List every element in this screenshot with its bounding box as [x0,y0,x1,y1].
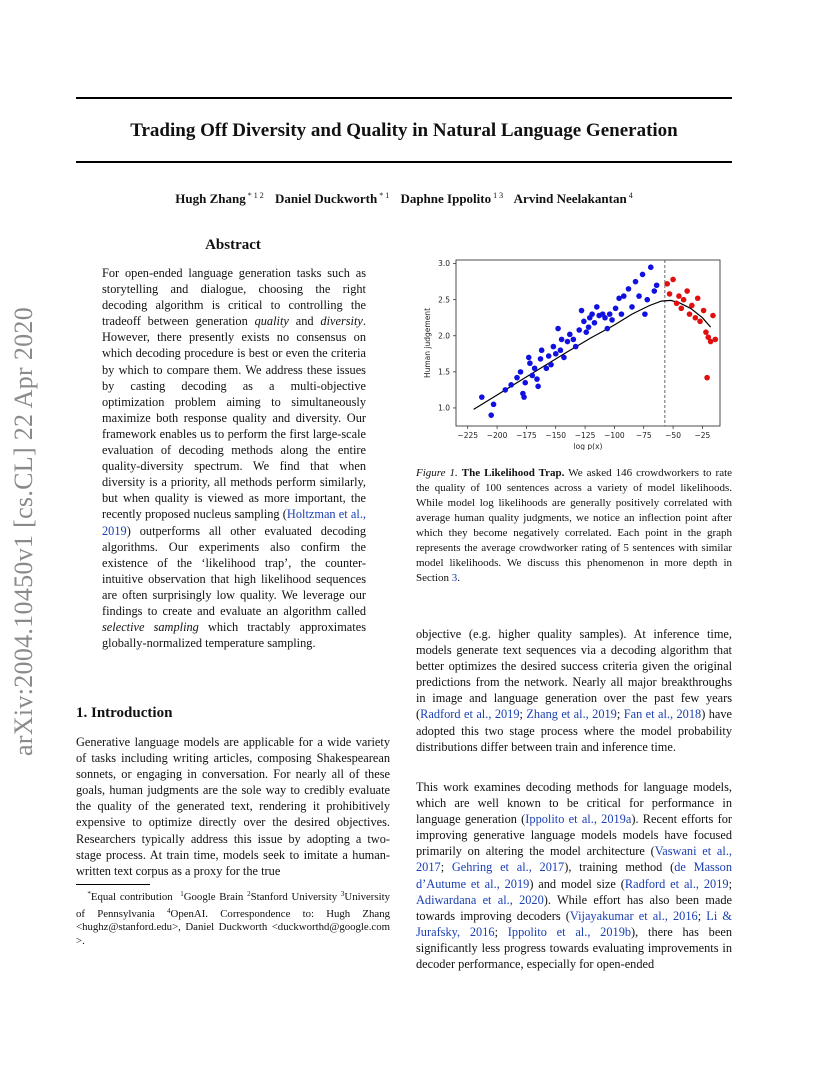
x-tick-label: −175 [516,431,537,440]
blue-data-point [491,402,497,408]
blue-data-point [521,394,527,400]
caption-text: We asked 146 crowdworkers to rate the quality of 100 sentences across a variety of model likelihoods. While model log likelihoods are generally positively correlated with average human quality judgments, we notice an inflection point after which they become negatively correlated. Each point in the graph represents the average crowdworker rating of 5 sentences with similar model likelihoods. We discuss this phenomenon in more depth in Section [416,467,733,584]
blue-data-point [558,347,564,353]
red-data-point [713,337,719,343]
x-tick-label: −75 [635,431,652,440]
citation-link[interactable]: Fan et al., 2018 [623,707,702,722]
citation-link[interactable]: Adiwardana et al., 2020 [416,892,544,907]
x-axis-label: log p(x) [573,442,603,450]
footnote-segment: Equal contribution [90,891,177,903]
blue-data-point [567,332,573,338]
blue-data-point [607,311,613,317]
blue-data-point [522,380,528,386]
right-column-paragraph [416,779,732,972]
blue-data-point [621,293,627,299]
paragraph-segment: objective (e.g. higher quality samples). At inference time, models generate text sequences via a decoding algorithm that better optimizes the desired success criteria given the original predictions from the network. Nearly all major breakthroughs in image and language generation over the past few years ( [416,627,732,722]
abstract-segment: which tractably approximates globally-normalized temperature sampling. [102,620,366,651]
paper-title: Trading Off Diversity and Quality in Natural Language Generation [130,120,678,141]
blue-data-point [651,288,657,294]
abstract-segment: ) outperforms all other evaluated decoding algorithms. Our experiments also confirm the existence of the ‘likelihood trap’, the counter-intuitive observation that high likelihood sequences are often surprisingly low quality. We leverage our findings to create and evaluate an algorithm called [102,523,366,618]
x-tick-label: −125 [574,431,596,440]
blue-data-point [534,376,540,382]
abstract-emphasis: selective sampling [102,620,199,635]
paragraph-segment: This work examines decoding methods for language models, which are well known to be critical for performance in language generation ( [416,780,732,827]
paragraph-segment: ) and model size ( [529,876,625,891]
red-data-point [693,315,699,321]
red-data-point [703,329,709,335]
blue-data-point [535,384,541,390]
paragraph-segment: ; [616,707,624,722]
blue-data-point [502,387,508,393]
right-column-paragraph [416,626,732,755]
section-link[interactable]: 3 [451,572,458,584]
footnote-mark: 4 [167,906,171,915]
blue-data-point [592,320,598,326]
x-tick-label: −150 [545,431,567,440]
introduction-text: Generative language models are applicable for a wide variety of tasks including writing articles, composing Shakespearean sonnets, or engaging in conversation. For nearly all of these goals, human judgments are the sole way to credibly evaluate the quality of the generated text, rendering it prohibitively expensive to optimize directly over the desired objectives. Researchers typically address this issue by adopting a two-stage process. At train time, models seek to imitate a human-written text corpus as a proxy for the true [76,735,390,878]
blue-data-point [613,306,619,312]
footnote [76,888,390,948]
section-heading-introduction: 1. Introduction [76,705,173,721]
blue-data-point [605,326,611,332]
blue-data-point [514,375,520,381]
red-data-point [674,301,680,307]
blue-data-point [583,329,589,335]
x-tick-label: −50 [665,431,681,440]
blue-data-point [508,382,514,388]
blue-data-point [548,362,554,368]
likelihood-trap-chart [412,254,732,450]
figure-label: Figure 1. [416,467,458,479]
author-affiliation: 1 3 [493,191,504,200]
y-tick-label: 2.5 [438,295,450,305]
blue-data-point [576,327,582,333]
blue-data-point [529,373,535,379]
blue-data-point [626,286,632,292]
author-name: Daphne Ippolito [400,191,492,206]
citation-link[interactable]: Holtzman et al., 2019 [102,507,367,538]
blue-data-point [479,394,485,400]
figure-title: The Likelihood Trap. [461,467,565,479]
footnote-mark: 3 [340,890,345,898]
author-name: Daniel Duckworth [274,191,378,206]
citation-link[interactable]: Vaswani et al., 2017 [416,844,732,875]
blue-data-point [654,282,660,288]
paragraph-segment: ). While effort has also been made towards improving decoders ( [416,892,732,923]
blue-data-point [644,297,650,303]
citation-link[interactable]: Ippolito et al., 2019b [507,924,632,939]
red-data-point [664,281,670,287]
blue-data-point [594,304,600,310]
figure-caption [416,466,732,586]
red-data-point [676,293,682,299]
y-tick-label: 3.0 [438,259,450,269]
y-axis-label: Human judgement [423,307,432,379]
red-data-point [697,319,703,325]
paragraph-segment: ; [728,876,733,891]
abstract-heading: Abstract [205,237,261,253]
x-tick-label: −225 [457,431,479,440]
y-tick-label: 2.0 [438,331,450,341]
blue-data-point [581,319,587,325]
red-data-point [710,313,716,319]
x-tick-label: −25 [694,431,711,440]
paragraph-segment: ; [519,707,527,722]
red-data-point [689,303,695,309]
paragraph-segment: ), there has been significantly less progress towards evaluating improvements in decoder performance, especially for open-ended [416,924,732,972]
paragraph-segment: ). Recent efforts for improving generative language models models have focused primarily on altering the model architecture ( [416,812,732,859]
blue-data-point [602,315,608,321]
footnote-segment: Google Brain [183,891,248,903]
red-data-point [684,288,690,294]
paragraph-segment: ) have adopted this two stage process where the model probability distributions differ between train and inference time. [416,707,733,754]
blue-data-point [559,337,565,343]
blue-data-point [629,304,635,310]
blue-data-point [579,308,585,314]
blue-data-point [555,326,561,332]
x-tick-label: −200 [486,431,508,440]
blue-data-point [648,264,654,270]
title-rule-top [76,97,732,99]
blue-data-point [488,412,494,418]
blue-data-point [538,356,544,362]
arxiv-identifier: arXiv:2004.10450v1 [cs.CL] 22 Apr 2020 [9,306,38,756]
paragraph-segment: ), training method ( [564,860,675,875]
paragraph-segment: ; [494,924,508,939]
footnote-segment: OpenAI. Correspondence to: Hugh Zhang <hughz@stanford.edu>, Daniel Duckworth <duckworthd@google.com >. [76,907,391,947]
citation-link[interactable]: Ippolito et al., 2019a [525,812,632,827]
author-name: Arvind Neelakantan [513,191,627,206]
blue-data-point [546,353,552,359]
abstract-text [102,265,366,651]
blue-data-point [619,311,625,317]
author-name: Hugh Zhang [175,191,246,206]
red-data-point [681,297,687,303]
red-data-point [695,295,701,301]
blue-data-point [532,365,538,371]
footnote-mark: 1 [180,890,184,898]
blue-data-point [640,272,646,278]
red-data-point [667,291,673,297]
red-data-point [704,375,710,381]
title-rule-bottom [76,161,732,163]
author-affiliation: * 1 2 [247,191,264,200]
x-tick-label: −100 [604,431,625,440]
blue-data-point [544,365,550,371]
author-affiliation: * 1 [379,191,390,200]
abstract-segment: . However, there presently exists no consensus on which decoding procedure is best or even the criteria by which to compare them. We address these issues by casting decoding as a multi-objective optimization problem aiming to simultaneously maximize both response quality and diversity. Our framework enables us to perform the first large-scale evaluation of decoding methods along the entire quality-diversity spectrum. We find that when diversity is a priority, all methods perform similarly, but when quality is viewed as more important, the recently proposed nucleus sampling ( [102,314,366,522]
author-affiliation: 4 [628,191,633,200]
footnote-mark: 2 [247,890,251,898]
citation-link[interactable]: Radford et al., 2019 [624,876,729,891]
caption-text: . [457,572,460,584]
blue-data-point [561,355,567,361]
blue-data-point [518,369,524,375]
citation-link[interactable]: Li & Jurafsky, 2016 [416,908,732,939]
abstract-emphasis: diversity [320,314,363,329]
blue-data-point [526,355,532,361]
blue-data-point [586,324,592,330]
blue-data-point [527,360,533,366]
y-tick-label: 1.5 [438,367,450,377]
red-data-point [670,277,676,283]
abstract-emphasis: quality [254,314,289,329]
blue-data-point [642,311,648,317]
blue-data-point [589,311,595,317]
blue-data-point [633,279,639,285]
red-data-point [701,308,707,314]
citation-link[interactable]: Vijayakumar et al., 2016 [569,908,698,923]
plot-frame [456,260,720,426]
blue-data-point [565,339,571,345]
citation-link[interactable]: de Masson d’Autume et al., 2019 [416,860,733,891]
blue-data-point [636,293,642,299]
blue-data-point [539,347,545,353]
red-data-point [687,311,693,317]
paragraph-segment: ; [440,860,452,875]
y-tick-label: 1.0 [438,403,450,413]
abstract-segment: For open-ended language generation tasks such as storytelling and dialogue, choosing the right decoding algorithm is critical to controlling the tradeoff between generation [102,266,366,329]
footnote-segment: Stanford University [250,891,341,903]
citation-link[interactable]: Zhang et al., 2019 [526,707,617,722]
blue-data-point [609,317,615,323]
abstract-segment: and [288,314,321,329]
blue-data-point [553,351,559,357]
blue-data-point [573,344,579,350]
author-list [76,191,732,207]
citation-link[interactable]: Radford et al., 2019 [420,707,520,722]
red-data-point [678,306,684,312]
footnote-segment: University of Pennsylvania [76,891,391,920]
paragraph-segment: ; [697,908,707,923]
citation-link[interactable]: Gehring et al., 2017 [451,860,565,875]
blue-data-point [571,337,577,343]
blue-data-point [551,344,557,350]
footnote-rule [76,884,150,885]
footnote-mark: * [87,890,91,898]
